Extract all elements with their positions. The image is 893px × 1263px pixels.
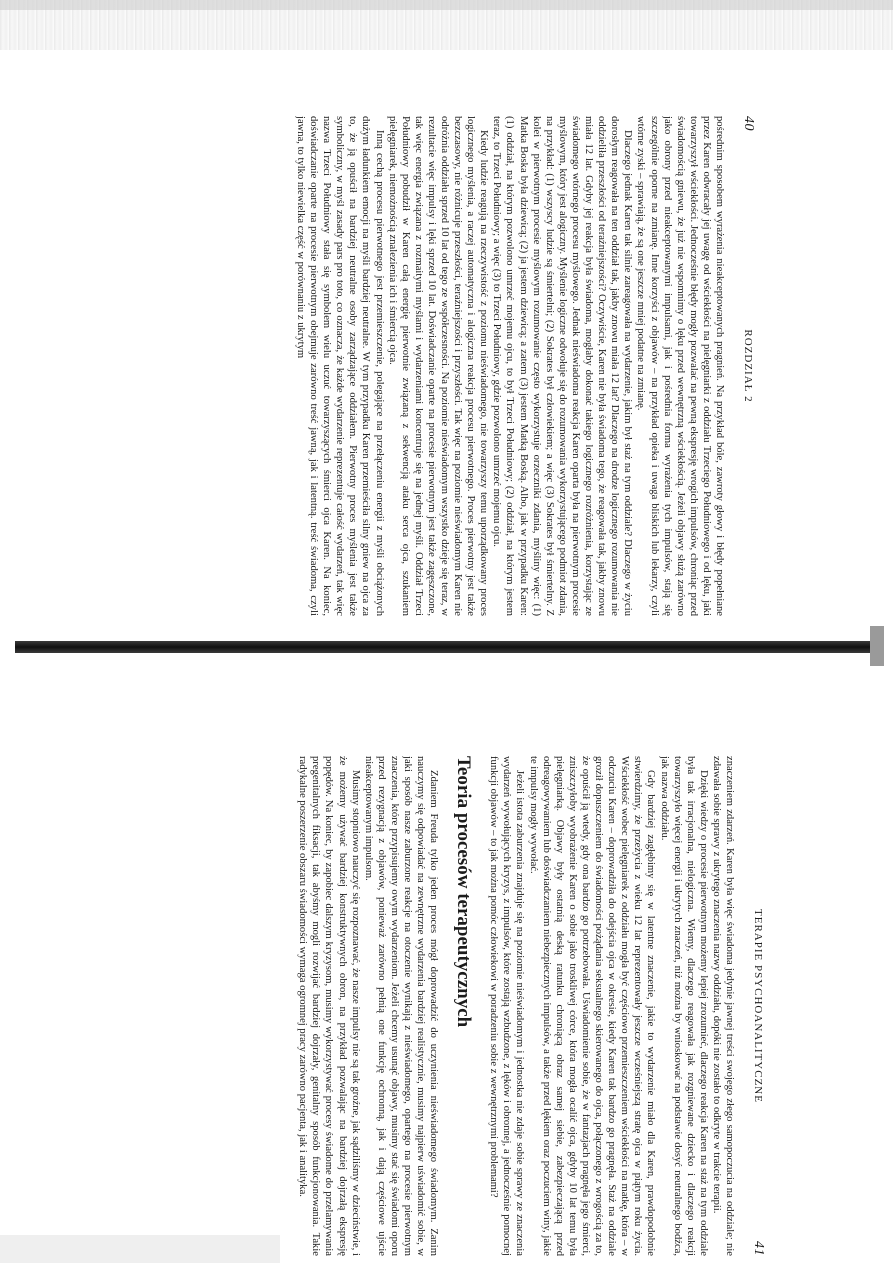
paragraph: Gdy bardziej zagłębimy się w latentne znaczenie, jakie to wydarzenie miało dla Karen, prawdopodobnie stwierdzimy, że przeżycia z wieku 12 lat reprezentowały jeszcze wcześniejszą stratę ojca w piątym roku życia. Wściekłość wobec pielęgniarek z oddziału mogła być częściowo przemieszczeniem wściekłości na matkę, która – w odczuciu Karen – doprowadziła do odejścia ojca w okresie, kiedy Karen tak bardzo go pragnęła. Staż na oddziale groził dopuszczeniem do świadomości pożądania seksualnego skierowanego do ojca, połączonego z wrogością za to, że opuścił ją wtedy, gdy ona bardzo go potrzebowała. Uświadomienie sobie, że w fantazjach pragnęła jego śmierci, zniszczyłoby wyobrażenie Karen o sobie jako troskliwej córce, która mogła ocalić ojca, gdyby 10 lat temu była pielęgniarką. Objawy były ostatnią deską ratunku chroniącą obraz samej siebie, zabezpieczającą przed odreagowywaniem lub doświadczaniem niebezpiecznych impulsów, a także przed lękiem oraz poczuciem winy, jakie te impulsy mogły wywołać. xyxy=(527,756,657,1256)
paragraph: Zdaniem Freuda tylko jeden proces mógł doprowadzić do uczynienia nieświadomego świadomym. Zanim nauczymy się odpowiadać na zewnętrzne wydarzenia bardziej realistycznie, musimy najpierw uświadomić sobie, w jaki sposób nasze zaburzone reakcje na otoczenie wynikają z nieświadomego, opartego na procesie pierwotnym znaczenia, które przypisujemy owym wydarzeniom. Jeżeli chcemy usunąć objawy, musimy stać się świadomi oporu przed rezygnacją z objawów, ponieważ zarówno pełnią one funkcję ochronną, jak i dają częściowe ujście nieakceptowanym impulsom. xyxy=(362,756,440,1256)
page-number: 40 xyxy=(741,116,756,131)
page-header xyxy=(734,116,756,616)
book-spine-divider xyxy=(15,641,883,653)
paragraph: Dzięki wiedzy o procesie pierwotnym możemy lepiej zrozumieć, dlaczego reakcja Karen na staż na tym oddziale była tak irracjonalna, nielogiczna. Wiemy, dlaczego reagowała jak rozgniewane dziecko i dlaczego reakcji towarzyszyło więcej energii i ukrytych znaczeń, niż można by wnioskować na podstawie dosyć neutralnego bodźca, jak nazwa oddziału. xyxy=(658,756,709,1256)
page-body xyxy=(146,756,736,1256)
paragraph: Jeżeli istota zaburzenia znajduje się na poziomie nieświadomym i jednostka nie zdaje sobie sprawy ze znaczenia wydarzeń wywołujących kryzys, z impulsów, które zostają wzbudzone, z lęków i obronnej, a jednocześnie pomocnej funkcji objawów – to jak można pomóc człowiekowi w poradzeniu sobie z wewnętrznymi problemami? xyxy=(488,756,526,1256)
running-header: ROZDZIAŁ 2 xyxy=(742,329,754,403)
left-book-page xyxy=(136,116,756,616)
scan-edge-top xyxy=(0,0,893,10)
paragraph: Inną cechą procesu pierwotnego jest przemieszczenie, polegające na przełączeniu energii z myśli obciążonych dużym ładunkiem emocji na myśli bardziej neutralne. W tym przypadku Karen przemieściła silny gniew na ojca za to, że ją opuścił na bardziej neutralne osoby zarządzające oddziałem. Pierwotny proces myślenia jest także symboliczny, w myśl zasady pars pro toto, co oznacza, że każde wydarzenie reprezentuje całość wydarzeń, tak więc nazwa Trzeci Południowy stała się symbolem wielu uczuć towarzyszących śmierci ojca Karen. Na koniec, doświadczanie oparte na procesie pierwotnym obejmuje zarówno treść jawną, jak i latentną. treść świadoma, czyli jawna, to tylko niewielka część w porównaniu z ukrytym xyxy=(295,116,385,616)
paragraph: Dlaczego jednak Karen tak silnie zareagowała na wydarzenie, jakim był staż na tym oddziale? Dlaczego w życiu dorosłym reagowała na ten oddział tak, jakby znowu miała 12 lat? Dlaczego na drodze logicznego rozumowania nie oddzieliła przeszłości od teraźniejszości? Oczywiście, Karen nie była świadoma tego, że reagowała tak, jakby znowu miała 12 lat. Gdyby jej reakcja była świadoma, mogłaby dokonać takiego logicznego rozróżnienia, korzystając ze świadomego wtórnego procesu myślowego. Jednak nieświadoma reakcja Karen oparta była na pierwotnym procesie myślowym, który jest alogiczny. Myślenie logiczne odwołuje się do rozumowania wykorzystującego podmiot zdania, na przykład: (1) wszyscy ludzie są śmiertelni; (2) Sokrates był człowiekiem; a więc (3) Sokrates był śmiertelny. Z kolei w pierwotnym procesie myślowym rozumowanie często wykorzystuje orzeczniki zdania, myśliny więc: (1) Matka Boska była dziewicą; (2) ja jestem dziewicą; a zatem (3) jestem Matką Boską. Albo, jak w przypadku Karen: (1) oddział, na którym pozwolono umrzeć mojemu ojcu, to był Trzeci Południowy; (2) oddział, na którym jestem teraz, to Trzeci Południowy; a więc (3) to Trzeci Południowy, gdzie pozwolono umrzeć mojemu ojcu. xyxy=(491,116,634,616)
spine-edge xyxy=(870,626,884,666)
right-book-page xyxy=(146,756,766,1256)
page-header xyxy=(744,756,766,1256)
page-number: 41 xyxy=(751,1241,766,1256)
section-heading: Teoria procesów terapeutycznych xyxy=(453,756,475,1028)
page-body xyxy=(136,116,726,616)
paragraph: Kiedy ludzie reagują na rzeczywistość z poziomu nieświadomego, nie towarzyszy temu uporządkowany proces logicznego myślenia, a raczej automatyczna i alogiczna reakcja procesu pierwotnego. Proces pierwotny jest także bezczasowy, nie różnicuje przeszłości, teraźniejszości i przyszłości. Tak więc na poziomie nieświadomym Karen nie odróżnia oddziału sprzed 10 lat od tego ze współczesności. Na poziomie nieświadomym wszystko dzieje się teraz, w rezultacie więc impulsy i lęki sprzed 10 lat. Doświadczanie oparte na procesie pierwotnym jest także zagęszczone, tak więc energia związana z rozmaitymi myślami i wydarzeniami koncentruje się na jednej myśli. Oddział Trzeci Południowy pobudził w Karen całą energię pierwotnie związaną z sekwencją ataku serca ojca, szukaniem pielęgniarek, niemożnością znalezienia ich i śmiercią ojca. xyxy=(386,116,490,616)
running-header: TERAPIE PSYCHOANALITYCZNE xyxy=(752,909,764,1103)
paragraph: pośrednim sposobem wyrażenia nieakceptowanych pragnień. Na przykład bóle, zawroty głowy i błędy popełniane przez Karen odwracały jej uwagę od wściekłości na pielęgniarki z oddziału Trzeciego Południowego i od lęku, jaki towarzyszył wściekłości. Jednocześnie błędy mogły pozwalać na pewną ekspresję wrogich impulsów, chroniąc przed świadomością gniewu, że już nie wspomnimy o lęku przed wewnętrzną wściekłością. Jeżeli objawy służą zarówno jako obrony przed nieakceptowanymi impulsami, jak i pośrednia forma wyrażenia tych impulsów, stają się szczególnie oporne na zmianę. Inne korzyści z objawów – na przykład opieka i uwaga bliskich lub lekarzy, czyli wtórne zyski – sprawiają, że są one jeszcze mniej podatne na zmianę. xyxy=(635,116,725,616)
paragraph: Musimy stopniowo nauczyć się rozpoznawać, że nasze impulsy nie są tak groźne, jak sądziliśmy w dzieciństwie, i że możemy używać bardziej konstruktywnych obron, na przykład pozwalając na bardziej dojrzałą ekspresję popędów. Na koniec, by zapobiec dalszym kryzysom, musimy wykorzystywać procesy świadome do przelamywania pregenitalnych fiksacji, tak abyśmy mogli rozwijać bardziej dojrzały, genitalny sposób funkcjonowania. Takie radykalne poszerzenie obszaru świadomości wymaga ogromnej pracy zarówno pacjenta, jak i analityka. xyxy=(297,756,361,1256)
paragraph: znaczeniem zdarzeń. Karen była więc świadoma jedynie jawnej treści swojego złego samopoczucia na oddziale; nie zdawała sobie sprawy z ukrytego znaczenia nazwy oddziału, dopóki nie zostało to odkryte w trakcie terapii. xyxy=(710,756,735,1256)
